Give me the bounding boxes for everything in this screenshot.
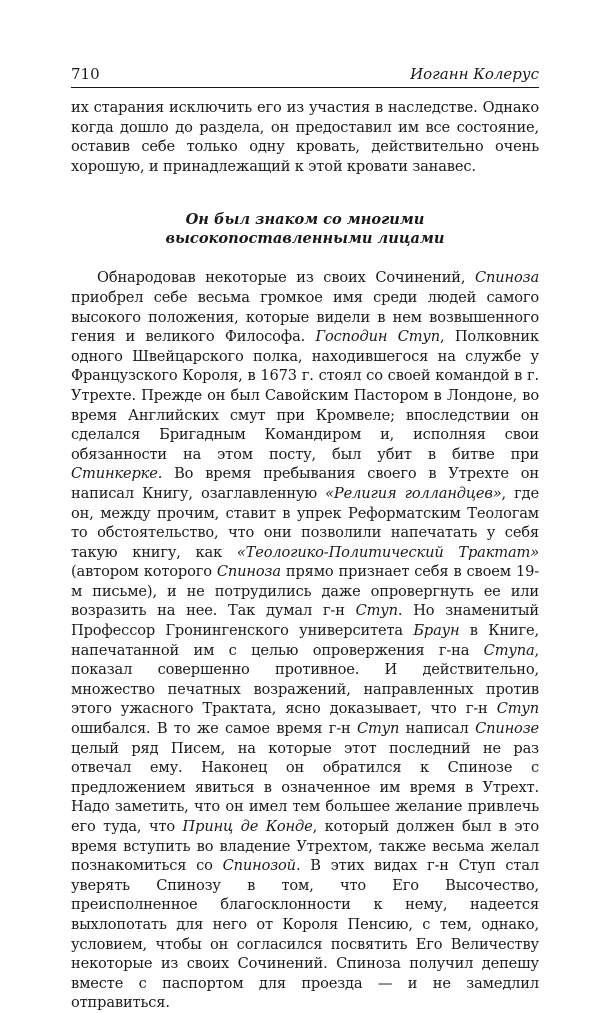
italic-run: Спинозе (475, 720, 539, 738)
page-number: 710 (71, 65, 100, 83)
text-run: , Полковник одного Швейцарского полка, находившегося на службе у Французского Короля, в 1673 г. стоял со своей командой в г. Утрехте. Прежде он был Савойским Пастором в Лондоне, во время Английских смут при Кромвеле; впоследствии он сделался Бригадным Командиром и, исполняя свои обязанности на этом посту, был убит в битве при (71, 328, 539, 463)
italic-run: Господин Ступ (315, 328, 440, 346)
italic-run: «Религия голландцев» (325, 484, 502, 502)
italic-run: «Теологико-Политический Трактат» (236, 543, 539, 561)
text-run: написал (399, 720, 476, 738)
paragraph-2 (71, 268, 539, 1013)
text-run: . Но знаменитый Профессор Гронингенского университета (71, 602, 539, 640)
book-page (71, 64, 539, 1013)
running-header (71, 64, 539, 88)
paragraph-1: их старания исключить его из участия в наследстве. Однако когда дошло до раздела, он предоставил им все состояние, оставив себе только одну кровать, действительно очень хорошую, и принадлежащий к этой кровати занавес. (71, 99, 539, 175)
text-run: приобрел себе весьма громкое имя среди людей самого высокого положения, которые видели в нем возвышенного гения и великого Философа. (71, 288, 539, 346)
text-run: , который должен был в это время вступить во владение Утрехтом, также весьма желал познакомиться со (71, 818, 539, 875)
text-run: . В этих видах г-н Ступ стал уверять Спинозу в том, что Его Высочество, преисполненное благосклонности к нему, надеется выхлопотать для него от Короля Пенсию, с тем, однако, условием, чтобы он согласился посвятить Его Величеству некоторые из своих Сочинений. Спиноза получил депешу вместе с паспортом для проезда — и не замедлил отправиться. (71, 857, 539, 1012)
section-heading-line-2: высокопоставленными лицами (165, 230, 445, 248)
italic-run: Спиноза (475, 269, 539, 287)
text-run: . Во время пребывания своего в Утрехте он написал Книгу, озаглавленную (71, 465, 539, 502)
italic-run: Ступ (357, 720, 400, 738)
italic-run: Стинкерке (71, 465, 158, 483)
italic-run: Браун (413, 622, 460, 640)
text-run: ошибался. В то же самое время г-н (71, 720, 357, 738)
section-heading-line-1: Он был знаком со многими (185, 211, 425, 229)
section-heading (71, 210, 539, 248)
running-title: Иоганн Колерус (410, 65, 539, 83)
italic-run: Ступ (496, 700, 539, 718)
text-run: в Книге, напечатанной им с целью опровержения г-на (71, 622, 539, 659)
italic-run: Ступ (355, 602, 398, 620)
italic-run: Принц де Конде (182, 818, 313, 835)
italic-run: Спинозой (222, 857, 296, 875)
text-run: Обнародовав некоторые из своих Сочинений, (97, 269, 476, 287)
text-run: (автором которого (71, 563, 217, 581)
text-run: целый ряд Писем, на которые этот последний не раз отвечал ему. Наконец он обратился к Спинозе с предложением явиться в означенное им время в Утрехт. Надо заметить, что он имел тем большее желание привлечь его туда, что (71, 739, 539, 835)
text-run: , показал совершенно противное. И действительно, множество печатных возражений, направленных против этого ужасного Трактата, ясно доказывает, что г-н (71, 641, 539, 718)
text-run: прямо признает себя в своем 19-м письме), и не потрудились даже опровергнуть ее или возразить на нее. Так думал г-н (71, 563, 539, 620)
italic-run: Спиноза (216, 563, 281, 581)
text-run: , где он, между прочим, ставит в упрек Реформатским Теологам то обстоятельство, что они позволили напечатать у себя такую книгу, как (71, 484, 539, 561)
italic-run: Ступа (483, 641, 535, 659)
